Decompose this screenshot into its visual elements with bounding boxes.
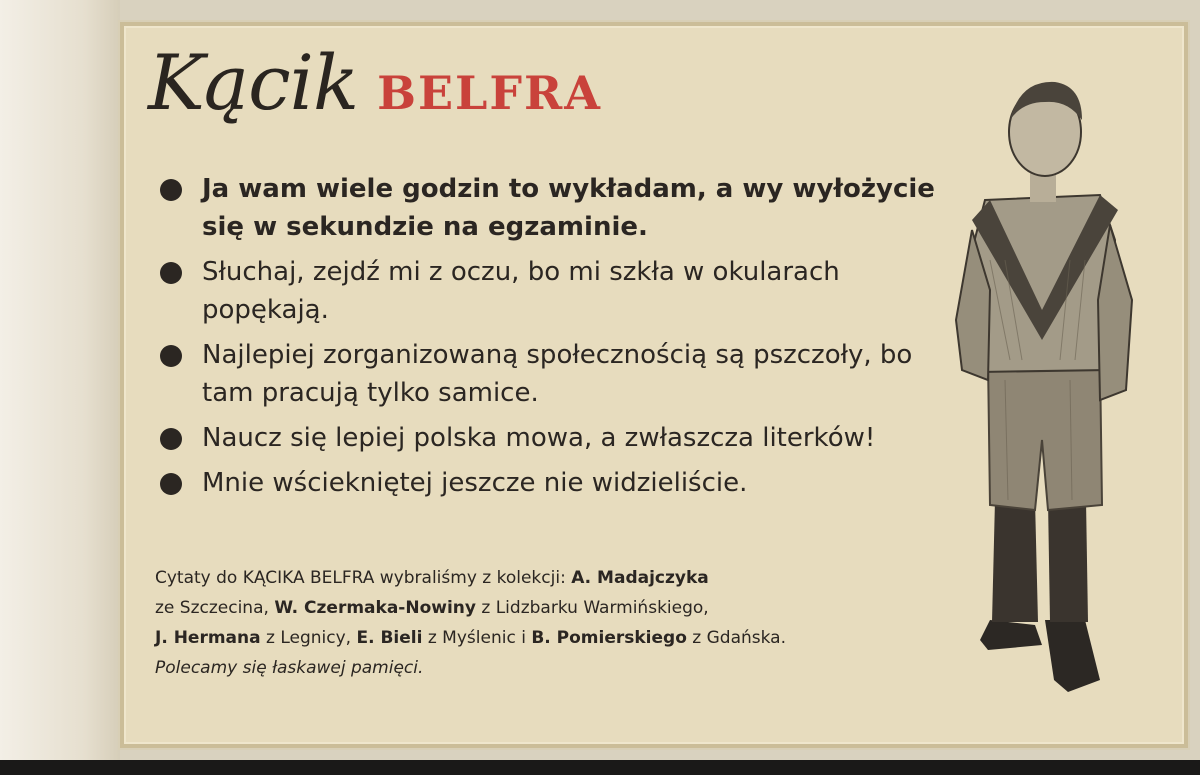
credits-line xyxy=(155,593,1015,623)
credit-name: E. Bieli xyxy=(356,628,423,648)
bullet-icon xyxy=(160,345,182,367)
credit-name: B. Pomierskiego xyxy=(531,628,687,648)
credits-text: z Gdańska. xyxy=(686,628,787,648)
bullet-icon xyxy=(160,179,182,201)
bullet-icon xyxy=(160,428,182,450)
bullet-icon xyxy=(160,262,182,284)
page-edge xyxy=(0,0,120,775)
quote-item xyxy=(160,253,950,329)
credit-name: W. Czermaka-Nowiny xyxy=(274,598,476,618)
feature-title xyxy=(148,38,602,127)
credit-name: A. Madajczyka xyxy=(571,568,709,588)
credits-line xyxy=(155,623,1015,653)
title-script: Kącik xyxy=(148,38,359,127)
bullet-icon xyxy=(160,473,182,495)
credits-text: ze Szczecina, xyxy=(155,598,275,618)
quote-text: Ja wam wiele godzin to wykładam, a wy wyłożycie się w sekundzie na egzaminie. xyxy=(202,174,935,242)
credits-text: z Legnicy, xyxy=(260,628,357,648)
credit-name: J. Hermana xyxy=(155,628,261,648)
quote-text: Naucz się lepiej polska mowa, a zwłaszcza literków! xyxy=(202,423,876,453)
title-word: BELFRA xyxy=(377,66,602,120)
quote-text: Słuchaj, zejdź mi z oczu, bo mi szkła w okularach popękają. xyxy=(202,257,840,325)
credits-block xyxy=(155,563,1015,683)
scan-bottom-edge xyxy=(0,760,1200,775)
quote-item xyxy=(160,170,950,246)
credits-text: Cytaty do KĄCIKA BELFRA wybraliśmy z kolekcji: xyxy=(155,568,572,588)
quote-item xyxy=(160,464,950,502)
quote-text: Mnie wściekniętej jeszcze nie widzieliście. xyxy=(202,468,748,498)
closing-line xyxy=(155,653,1015,683)
closing-text: Polecamy się łaskawej pamięci. xyxy=(155,658,424,678)
quote-text: Najlepiej zorganizowaną społecznością są pszczoły, bo tam pracują tylko samice. xyxy=(202,340,913,408)
schoolboy-illustration xyxy=(950,60,1170,700)
credits-line xyxy=(155,563,1015,593)
quote-item xyxy=(160,336,950,412)
credits-text: z Lidzbarku Warmińskiego, xyxy=(475,598,709,618)
quote-item xyxy=(160,419,950,457)
credits-text: z Myślenic i xyxy=(422,628,532,648)
quote-list xyxy=(160,170,950,509)
